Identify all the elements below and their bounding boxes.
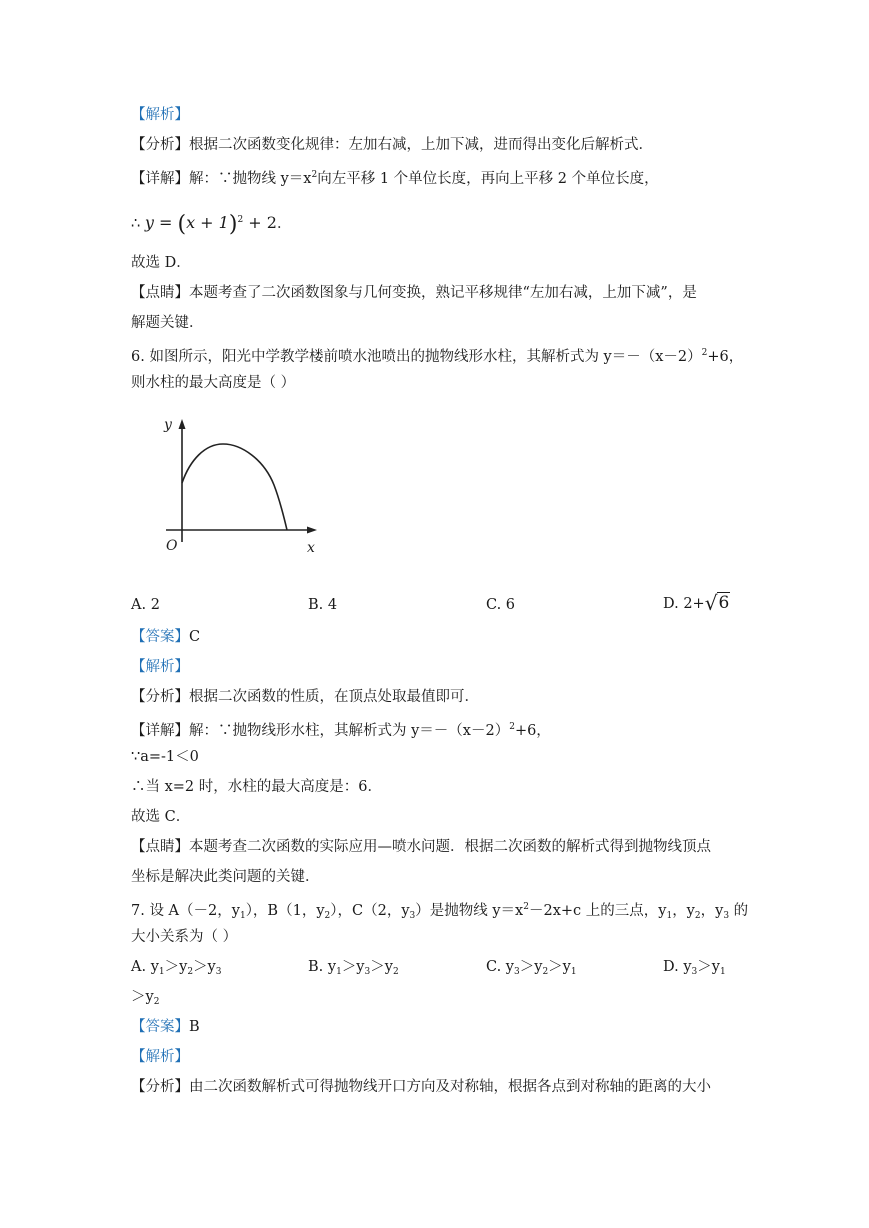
q7-b-mid-2: ＞y [370, 959, 393, 975]
q7-stem-sub-6: 3 [723, 911, 730, 921]
q6-option-b: B. 4 [308, 597, 338, 613]
q7-stem-part-6: ，y [672, 903, 695, 919]
q7-stem-part-1: 7. 设 A（－2，y [131, 903, 240, 919]
q6-jiexi-heading [131, 657, 189, 677]
q5-equation-sup: 2 [237, 215, 244, 225]
q5-dianjing-text-1: 本题考查了二次函数图象与几何变换，熟记平移规律“左加右减，上加下减”，是 [189, 285, 697, 301]
q7-answer-tag: 【答案】 [131, 1019, 189, 1035]
q6-answer-tag: 【答案】 [131, 629, 189, 645]
q5-fenxi-tag: 【分析】 [131, 137, 189, 153]
q7-jiexi-heading [131, 1047, 189, 1067]
parabola-curve [182, 444, 287, 530]
x-axis-label: x [307, 540, 315, 556]
q7-stem-sub-4: 1 [666, 911, 673, 921]
q7-c-sub-2: 2 [542, 967, 549, 977]
q6-stem-1-sup: 2 [701, 348, 708, 358]
q7-a-pre: A. y [131, 959, 159, 975]
q6-option-d-radicand: 6 [718, 593, 730, 613]
q5-choose: 故选 D． [131, 255, 191, 271]
q7-jiexi-tag: 【解析】 [131, 1049, 189, 1065]
y-axis-label: y [164, 417, 172, 433]
q6-xiangjie-sup: 2 [509, 722, 515, 732]
origin-label: O [166, 538, 178, 554]
q7-c-sub-1: 3 [514, 967, 520, 977]
q6-line-b: ∴当 x=2 时，水柱的最大高度是：6． [131, 779, 382, 795]
q6-line-a: ∵a=-1＜0 [131, 749, 199, 765]
q6-fenxi-text: 根据二次函数的性质，在顶点处取最值即可． [189, 689, 479, 705]
q7-b-sub-1: 1 [336, 967, 342, 977]
q7-stem-sub-1: 1 [239, 911, 246, 921]
q7-b-mid-1: ＞y [341, 959, 365, 975]
q7-d-cont: ＞y [131, 989, 154, 1005]
q6-jiexi-tag: 【解析】 [131, 659, 189, 675]
q7-b-sub-3: 2 [392, 967, 399, 977]
q7-stem-sub-5: 2 [694, 911, 701, 921]
q7-option-a [131, 957, 222, 982]
q6-dianjing-2: 坐标是解决此类问题的关键． [131, 869, 320, 885]
q7-d-pre: D. y [663, 959, 692, 975]
q7-d-sub-3: 2 [153, 997, 160, 1007]
q7-d-sub-1: 3 [691, 967, 698, 977]
q7-c-pre: C. y [486, 959, 514, 975]
q6-option-d-prefix: D. 2+ [663, 596, 705, 612]
q6-stem-1 [131, 343, 743, 367]
q7-stem-sub-3: 3 [409, 911, 416, 921]
q6-choose: 故选 C． [131, 809, 191, 825]
q7-b-sub-2: 3 [364, 967, 371, 977]
q5-jiexi-heading [131, 105, 189, 125]
q7-stem-part-5: －2x+c 上的三点，y [528, 903, 667, 919]
q5-jiexi-tag: 【解析】 [131, 107, 189, 123]
q6-fenxi [131, 687, 479, 707]
q7-stem-part-4: ）是抛物线 y＝x [415, 903, 524, 919]
q5-xiangjie-tag: 【详解】 [131, 171, 189, 187]
q6-dianjing-tag: 【点睛】 [131, 839, 189, 855]
q6-dianjing-1 [131, 837, 711, 857]
q5-xiangjie [131, 165, 659, 189]
q7-stem-part-7: ，y [700, 903, 724, 919]
q5-equation-end: ． [276, 216, 292, 232]
q7-stem-1 [131, 897, 748, 926]
q7-c-mid-2: ＞y [548, 959, 571, 975]
q6-parabola-graph [160, 415, 330, 560]
sqrt-symbol: √6 [704, 591, 730, 615]
q7-option-d [663, 957, 726, 982]
q6-answer-value: C [189, 629, 201, 645]
q7-fenxi-text: 由二次函数解析式可得抛物线开口方向及对称轴，根据各点到对称轴的距离的大小 [189, 1079, 711, 1095]
q6-fenxi-tag: 【分析】 [131, 689, 189, 705]
q7-a-sub-3: 3 [215, 967, 222, 977]
q5-fenxi-text: 根据二次函数变化规律：左加右减，上加下减，进而得出变化后解析式． [189, 137, 653, 153]
q7-option-d-continued [131, 987, 159, 1012]
q7-fenxi-tag: 【分析】 [131, 1079, 189, 1095]
q7-d-mid-1: ＞y [697, 959, 720, 975]
q6-answer [131, 627, 200, 647]
q6-option-d [663, 593, 730, 614]
q7-option-b [308, 957, 399, 982]
q7-stem-2: 大小关系为（ ） [131, 929, 238, 945]
q6-option-a: A. 2 [131, 597, 160, 613]
q7-c-mid-1: ＞y [519, 959, 543, 975]
q7-stem-sup: 2 [523, 902, 529, 912]
q5-therefore-symbol: ∴ [131, 216, 141, 232]
q5-left-paren: ( [177, 212, 187, 237]
q6-dianjing-text-1: 本题考查二次函数的实际应用—喷水问题．根据二次函数的解析式得到抛物线顶点 [189, 839, 711, 855]
q7-fenxi [131, 1077, 711, 1097]
q6-xiangjie [131, 717, 551, 741]
q7-answer [131, 1017, 200, 1037]
q6-stem-1a: 6. 如图所示，阳光中学教学楼前喷水池喷出的抛物线形水柱，其解析式为 y＝－（x－2） [131, 349, 702, 365]
q5-equation-inner: x + 1 [186, 213, 229, 232]
q7-c-sub-3: 1 [570, 967, 577, 977]
q7-answer-value: B [189, 1019, 200, 1035]
q6-stem-1b: +6， [707, 349, 744, 365]
q6-stem-2: 则水柱的最大高度是（ ） [131, 375, 296, 391]
q6-xiangjie-tag: 【详解】 [131, 723, 189, 739]
q7-b-pre: B. y [308, 959, 337, 975]
q5-right-paren: ) [228, 212, 238, 237]
q7-a-mid-1: ＞y [164, 959, 188, 975]
q7-d-sub-2: 1 [719, 967, 726, 977]
q6-xiangjie-a: 解：∵抛物线形水柱，其解析式为 y＝－（x－2） [189, 723, 510, 739]
q5-xiangjie-pre: 解：∵抛物线 y＝x [189, 171, 312, 187]
q7-stem-part-2: ），B（1，y [245, 903, 325, 919]
q7-stem-sub-2: 2 [324, 911, 331, 921]
q5-xiangjie-sup: 2 [311, 170, 318, 180]
q7-a-sub-1: 1 [158, 967, 165, 977]
y-axis-arrow [179, 419, 186, 429]
q5-dianjing-tag: 【点睛】 [131, 285, 189, 301]
q6-option-c: C. 6 [486, 597, 516, 613]
q7-a-mid-2: ＞y [193, 959, 216, 975]
q5-dianjing-2: 解题关键． [131, 315, 204, 331]
q5-xiangjie-post: 向左平移 1 个单位长度，再向上平移 2 个单位长度， [317, 171, 659, 187]
x-axis-arrow [307, 527, 317, 534]
q7-a-sub-2: 2 [187, 967, 194, 977]
q5-equation [131, 207, 291, 238]
q6-xiangjie-b: +6， [514, 723, 551, 739]
q5-dianjing-1 [131, 283, 697, 303]
q5-equation-lhs: y = [144, 213, 178, 232]
q5-equation-tail: + 2 [243, 213, 277, 232]
q7-option-c [486, 957, 577, 982]
q5-fenxi [131, 135, 653, 155]
q7-stem-part-8: 的 [729, 903, 749, 919]
q7-stem-part-3: ），C（2，y [330, 903, 410, 919]
